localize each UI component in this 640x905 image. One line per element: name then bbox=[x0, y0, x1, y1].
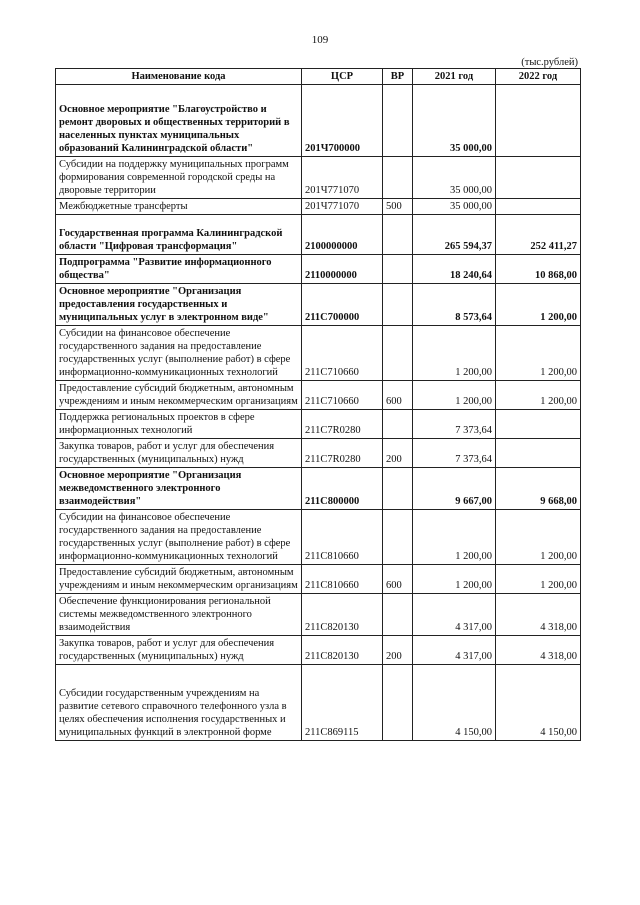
row-name-cell: Субсидии на финансовое обеспечение государственного задания на предоставление государственных услуг (выполнение работ) в сфере информационно-коммуникационных технологий bbox=[56, 326, 302, 381]
row-name-cell: Предоставление субсидий бюджетным, автономным учреждениям и иным некоммерческим организациям bbox=[56, 565, 302, 594]
header-vr: ВР bbox=[383, 69, 413, 85]
row-2021-cell: 1 200,00 bbox=[413, 510, 496, 565]
row-name-cell: Субсидии на поддержку муниципальных программ формирования современной городской среды на дворовые территории bbox=[56, 157, 302, 199]
row-name-cell: Межбюджетные трансферты bbox=[56, 199, 302, 215]
row-2022-cell: 1 200,00 bbox=[496, 284, 581, 326]
table-body bbox=[56, 85, 581, 741]
row-2021-cell: 1 200,00 bbox=[413, 565, 496, 594]
table-row bbox=[56, 284, 581, 326]
header-csr: ЦСР bbox=[302, 69, 383, 85]
row-csr-cell: 211С7R0280 bbox=[302, 439, 383, 468]
row-2021-cell: 18 240,64 bbox=[413, 255, 496, 284]
row-vr-cell: 200 bbox=[383, 636, 413, 665]
row-vr-cell bbox=[383, 255, 413, 284]
row-csr-cell: 211С710660 bbox=[302, 381, 383, 410]
row-2021-cell: 4 317,00 bbox=[413, 636, 496, 665]
row-name-cell: Обеспечение функционирования региональной системы межведомственного электронного взаимодействия bbox=[56, 594, 302, 636]
row-csr-cell: 211С820130 bbox=[302, 594, 383, 636]
table-row bbox=[56, 381, 581, 410]
row-csr-cell: 201Ч700000 bbox=[302, 85, 383, 157]
table-row bbox=[56, 215, 581, 255]
row-csr-cell: 211С7R0280 bbox=[302, 410, 383, 439]
row-vr-cell bbox=[383, 665, 413, 741]
row-2022-cell bbox=[496, 410, 581, 439]
table-row bbox=[56, 636, 581, 665]
row-2022-cell bbox=[496, 85, 581, 157]
row-vr-cell bbox=[383, 510, 413, 565]
row-2022-cell bbox=[496, 439, 581, 468]
row-vr-cell bbox=[383, 284, 413, 326]
row-2021-cell: 8 573,64 bbox=[413, 284, 496, 326]
table-row bbox=[56, 565, 581, 594]
row-csr-cell: 201Ч771070 bbox=[302, 199, 383, 215]
table-row bbox=[56, 410, 581, 439]
row-vr-cell: 500 bbox=[383, 199, 413, 215]
row-2022-cell bbox=[496, 199, 581, 215]
row-name-cell: Основное мероприятие "Благоустройство и ремонт дворовых и общественных территорий в населенных пунктах муниципальных образований Калининградской области" bbox=[56, 85, 302, 157]
table-row bbox=[56, 439, 581, 468]
row-vr-cell bbox=[383, 85, 413, 157]
row-name-cell: Подпрограмма "Развитие информационного общества" bbox=[56, 255, 302, 284]
row-csr-cell: 211С869115 bbox=[302, 665, 383, 741]
row-2022-cell: 252 411,27 bbox=[496, 215, 581, 255]
row-name-cell: Предоставление субсидий бюджетным, автономным учреждениям и иным некоммерческим организациям bbox=[56, 381, 302, 410]
row-vr-cell bbox=[383, 215, 413, 255]
row-2022-cell: 10 868,00 bbox=[496, 255, 581, 284]
row-vr-cell bbox=[383, 410, 413, 439]
table-row bbox=[56, 85, 581, 157]
page-number: 109 bbox=[311, 34, 329, 46]
row-csr-cell: 2110000000 bbox=[302, 255, 383, 284]
row-2022-cell: 1 200,00 bbox=[496, 565, 581, 594]
row-2022-cell: 1 200,00 bbox=[496, 381, 581, 410]
row-2021-cell: 7 373,64 bbox=[413, 410, 496, 439]
row-2022-cell: 1 200,00 bbox=[496, 510, 581, 565]
row-2022-cell: 1 200,00 bbox=[496, 326, 581, 381]
row-2021-cell: 4 317,00 bbox=[413, 594, 496, 636]
row-2021-cell: 35 000,00 bbox=[413, 157, 496, 199]
budget-table bbox=[55, 68, 581, 741]
row-2021-cell: 1 200,00 bbox=[413, 326, 496, 381]
row-vr-cell bbox=[383, 594, 413, 636]
row-2022-cell: 4 318,00 bbox=[496, 594, 581, 636]
row-2022-cell: 4 150,00 bbox=[496, 665, 581, 741]
row-vr-cell bbox=[383, 326, 413, 381]
header-2022: 2022 год bbox=[496, 69, 581, 85]
table-row bbox=[56, 255, 581, 284]
row-2022-cell: 4 318,00 bbox=[496, 636, 581, 665]
row-name-cell: Основное мероприятие "Организация межведомственного электронного взаимодействия" bbox=[56, 468, 302, 510]
row-name-cell: Государственная программа Калининградской области "Цифровая трансформация" bbox=[56, 215, 302, 255]
row-csr-cell: 211С710660 bbox=[302, 326, 383, 381]
row-name-cell: Субсидии государственным учреждениям на развитие сетевого справочного телефонного узла в целях обеспечения исполнения государственных и муниципальных функций в электронной форме bbox=[56, 665, 302, 741]
row-2021-cell: 35 000,00 bbox=[413, 85, 496, 157]
units-label: (тыс.рублей) bbox=[521, 57, 578, 68]
row-2021-cell: 7 373,64 bbox=[413, 439, 496, 468]
table-row bbox=[56, 510, 581, 565]
row-csr-cell: 201Ч771070 bbox=[302, 157, 383, 199]
row-csr-cell: 211С800000 bbox=[302, 468, 383, 510]
row-name-cell: Закупка товаров, работ и услуг для обеспечения государственных (муниципальных) нужд bbox=[56, 439, 302, 468]
row-name-cell: Поддержка региональных проектов в сфере информационных технологий bbox=[56, 410, 302, 439]
row-csr-cell: 211С700000 bbox=[302, 284, 383, 326]
row-name-cell: Субсидии на финансовое обеспечение государственного задания на предоставление государственных услуг (выполнение работ) в сфере информационно-коммуникационных технологий bbox=[56, 510, 302, 565]
row-vr-cell bbox=[383, 468, 413, 510]
header-name: Наименование кода bbox=[56, 69, 302, 85]
row-2021-cell: 35 000,00 bbox=[413, 199, 496, 215]
row-csr-cell: 2100000000 bbox=[302, 215, 383, 255]
row-vr-cell: 200 bbox=[383, 439, 413, 468]
row-vr-cell: 600 bbox=[383, 565, 413, 594]
row-2021-cell: 1 200,00 bbox=[413, 381, 496, 410]
table-row bbox=[56, 326, 581, 381]
row-2022-cell bbox=[496, 157, 581, 199]
row-csr-cell: 211С820130 bbox=[302, 636, 383, 665]
table-row bbox=[56, 199, 581, 215]
table-row bbox=[56, 468, 581, 510]
row-2021-cell: 9 667,00 bbox=[413, 468, 496, 510]
table-row bbox=[56, 594, 581, 636]
row-2022-cell: 9 668,00 bbox=[496, 468, 581, 510]
row-csr-cell: 211С810660 bbox=[302, 565, 383, 594]
row-vr-cell: 600 bbox=[383, 381, 413, 410]
row-vr-cell bbox=[383, 157, 413, 199]
row-name-cell: Закупка товаров, работ и услуг для обеспечения государственных (муниципальных) нужд bbox=[56, 636, 302, 665]
row-name-cell: Основное мероприятие "Организация предоставления государственных и муниципальных услуг в электронном виде" bbox=[56, 284, 302, 326]
row-2021-cell: 4 150,00 bbox=[413, 665, 496, 741]
table-header-row bbox=[56, 69, 581, 85]
row-2021-cell: 265 594,37 bbox=[413, 215, 496, 255]
table-row bbox=[56, 157, 581, 199]
header-2021: 2021 год bbox=[413, 69, 496, 85]
table-row bbox=[56, 665, 581, 741]
row-csr-cell: 211С810660 bbox=[302, 510, 383, 565]
